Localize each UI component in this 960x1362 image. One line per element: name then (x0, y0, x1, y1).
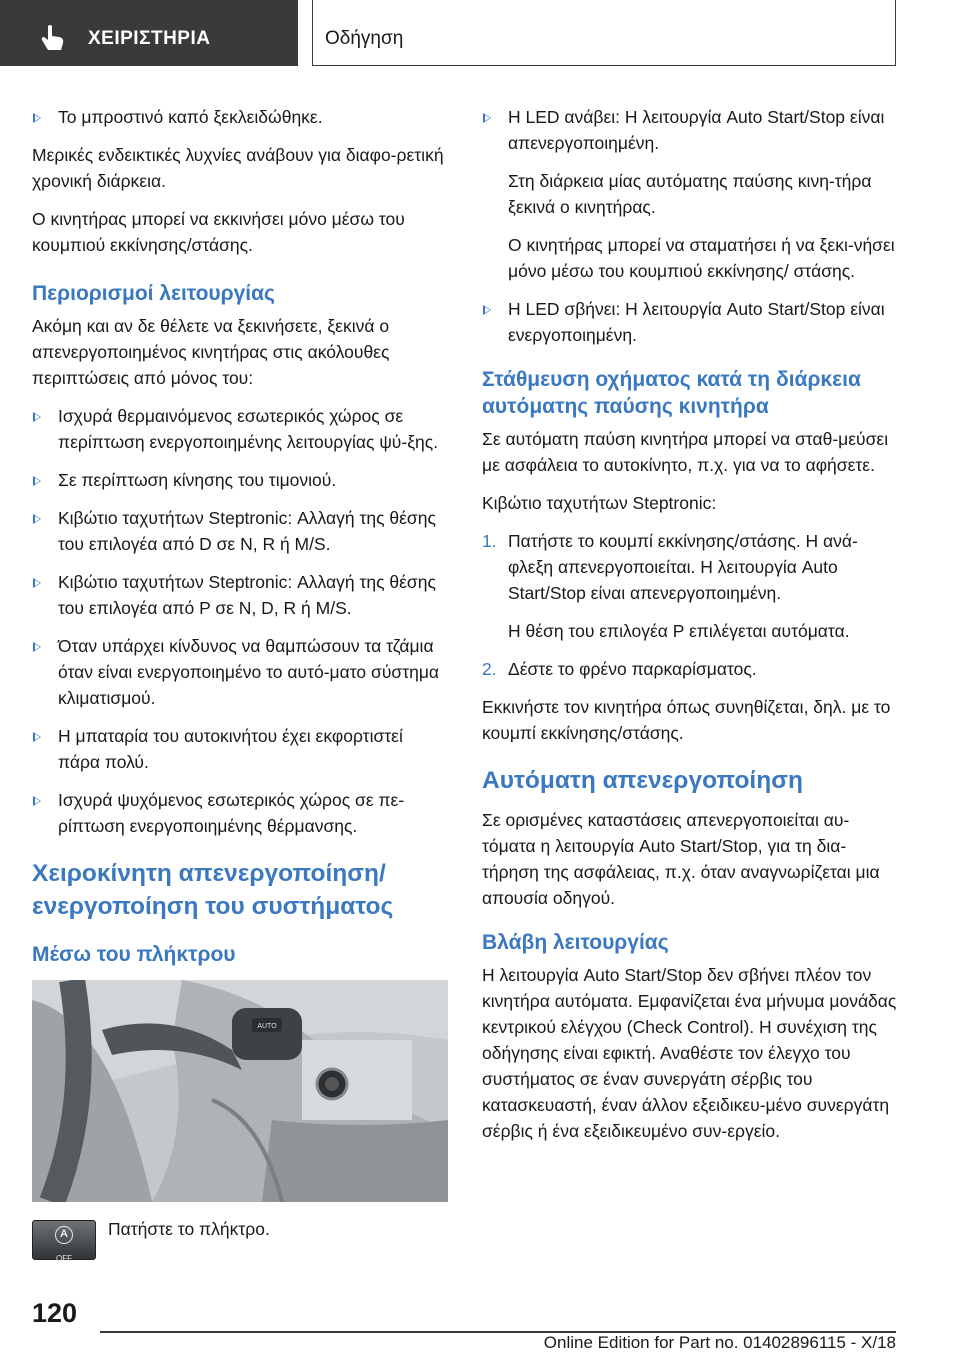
auto-start-stop-off-icon: A OFF (32, 1220, 96, 1260)
bullet-triangle-icon (483, 305, 491, 315)
hand-pointer-icon (40, 24, 66, 52)
heading-manual-toggle: Χειροκίνητη απενεργοποίηση/ ενεργοποίηση του συστήματος (32, 860, 394, 920)
list-item: Σε περίπτωση κίνησης του τιμονιού. (32, 467, 448, 493)
right-column (482, 104, 900, 1156)
paragraph: Σε αυτόματη παύση κινητήρα μπορεί να σταθ‐μεύσει με ασφάλεια το αυτοκίνητο, π.χ. για να το αφήσετε. (482, 429, 889, 475)
svg-text:AUTO: AUTO (257, 1023, 277, 1030)
bullet-triangle-icon (483, 113, 491, 123)
chapter-title: ΧΕΙΡΙΣΤΗΡΙΑ (88, 28, 211, 49)
list-item: Η μπαταρία του αυτοκινήτου έχει εκφορτιστεί πάρα πολύ. (32, 723, 448, 775)
bullet-triangle-icon (33, 476, 41, 486)
dashboard-photo (32, 980, 448, 1202)
heading-fault: Βλάβη λειτουργίας (482, 931, 669, 954)
paragraph: Κιβώτιο ταχυτήτων Steptronic: (482, 493, 717, 513)
left-column (32, 104, 448, 1262)
bullet-triangle-icon (33, 796, 41, 806)
list-item: Ισχυρά ψυχόμενος εσωτερικός χώρος σε πε‐ρίπτωση ενεργοποιημένης θέρμανσης. (32, 787, 448, 839)
figure-caption (32, 1216, 448, 1262)
bullet-triangle-icon (33, 412, 41, 422)
list-item: Η LED σβήνει: Η λειτουργία Auto Start/Stop είναι ενεργοποιημένη. (482, 296, 900, 348)
bullet-triangle-icon (33, 578, 41, 588)
paragraph: Στη διάρκεια μίας αυτόματης παύσης κινη‐τήρα ξεκινά ο κινητήρας. (508, 171, 872, 217)
list-item: Το μπροστινό καπό ξεκλειδώθηκε. (32, 104, 448, 130)
list-item: Όταν υπάρχει κίνδυνος να θαμπώσουν τα τζάμια όταν είναι ενεργοποιημένο το αυτό‐ματο σύστημα κλιματισμού. (32, 633, 448, 711)
chapter-tab (0, 0, 298, 66)
paragraph: Η θέση του επιλογέα P επιλέγεται αυτόματα. (508, 621, 850, 641)
paragraph: Ακόμη και αν δε θέλετε να ξεκινήσετε, ξεκινά ο απενεργοποιημένος κινητήρας στις ακόλουθες περιπτώσεις από μόνος του: (32, 316, 390, 388)
caption-text: Πατήστε το πλήκτρο. (108, 1219, 270, 1239)
heading-via-button: Μέσω του πλήκτρου (32, 943, 236, 966)
paragraph: Εκκινήστε τον κινητήρα όπως συνηθίζεται, δηλ. με το κουμπί εκκίνησης/στάσης. (482, 697, 891, 743)
paragraph: Η λειτουργία Auto Start/Stop δεν σβήνει πλέον τον κινητήρα αυτόματα. Εμφανίζεται ένα μήνυμα μονάδας κεντρικού ελέγχου (Check Control). Η συνέχιση της οδήγησης είναι εφικτή. Αναθέστε τον έλεγχο του συστήματος σε έναν συνεργάτη σέρβις του κατασκευαστή, έναν άλλον εξειδικευ‐μένο συνεργάτη σέρβις ή ένα εξειδικευμένο συν‐εργείο. (482, 965, 897, 1141)
heading-parking: Στάθμευση οχήματος κατά τη διάρκεια αυτόματης παύσης κινητήρα (482, 368, 861, 418)
list-item: Ισχυρά θερμαινόμενος εσωτερικός χώρος σε περίπτωση ενεργοποιημένης λειτουργίας ψύ‐ξης. (32, 403, 448, 455)
paragraph: Μερικές ενδεικτικές λυχνίες ανάβουν για διαφο‐ρετική χρονική διάρκεια. (32, 145, 444, 191)
numbered-step: 1. Πατήστε το κουμπί εκκίνησης/στάσης. Η ανά‐φλεξη απενεργοποιείται. Η λειτουργία Auto Start/Stop είναι απενεργοποιημένη. (482, 531, 858, 603)
heading-restrictions: Περιορισμοί λειτουργίας (32, 282, 275, 305)
bullet-triangle-icon (33, 113, 41, 123)
paragraph: Σε ορισμένες καταστάσεις απενεργοποιείται αυ‐τόματα η λειτουργία Auto Start/Stop, για τη δια‐τήρηση της ασφάλειας, π.χ. όταν αναγνωρίζεται μια απουσία οδηγού. (482, 810, 880, 908)
page-number: 120 (32, 1298, 78, 1328)
list-item: Κιβώτιο ταχυτήτων Steptronic: Αλλαγή της θέσης του επιλογέα από D σε N, R ή M/S. (32, 505, 448, 557)
paragraph: Ο κινητήρας μπορεί να εκκινήσει μόνο μέσω του κουμπιού εκκίνησης/στάσης. (32, 209, 405, 255)
section-title: Οδήγηση (325, 28, 404, 49)
numbered-step: 2. Δέστε το φρένο παρκαρίσματος. (482, 659, 757, 679)
edition-footer: Online Edition for Part no. 01402896115 - X/18 (543, 1333, 896, 1352)
section-header (312, 0, 896, 66)
bullet-triangle-icon (33, 642, 41, 652)
bullet-triangle-icon (33, 514, 41, 524)
dashboard-illustration (32, 980, 448, 1202)
list-item: Η LED ανάβει: Η λειτουργία Auto Start/Stop είναι απενεργοποιημένη. (482, 104, 900, 156)
heading-auto-off: Αυτόματη απενεργοποίηση (482, 767, 803, 794)
paragraph: Ο κινητήρας μπορεί να σταματήσει ή να ξεκι‐νήσει μόνο μέσω του κουμπιού εκκίνησης/ στάσης. (508, 235, 895, 281)
list-item: Κιβώτιο ταχυτήτων Steptronic: Αλλαγή της θέσης του επιλογέα από P σε N, D, R ή M/S. (32, 569, 448, 621)
bullet-triangle-icon (33, 732, 41, 742)
